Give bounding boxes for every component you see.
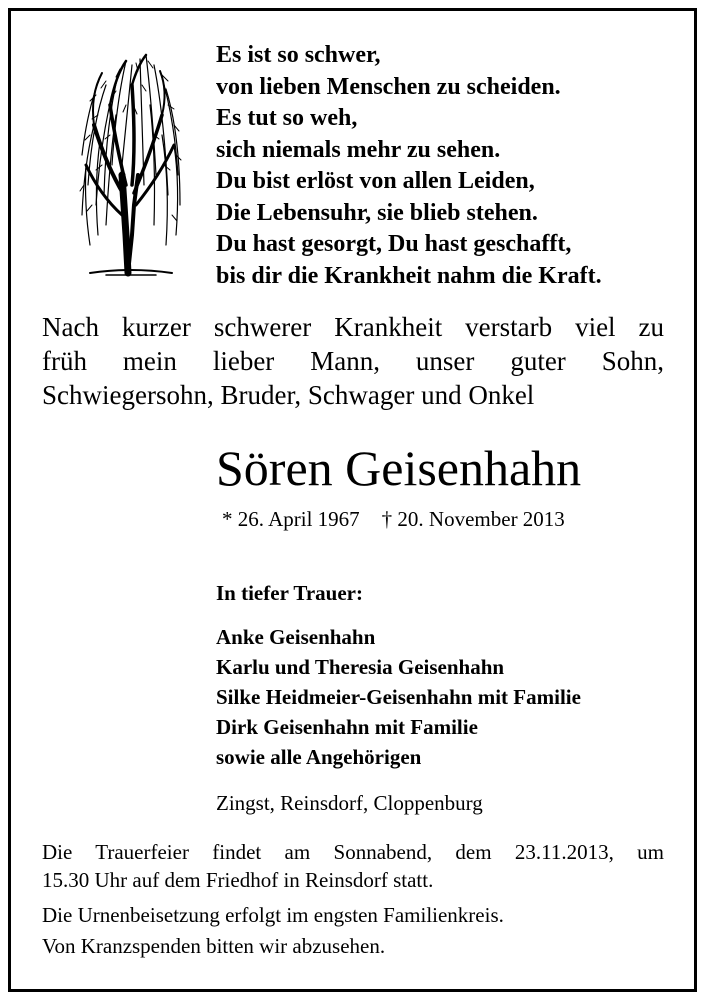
poem-line: sich niemals mehr zu sehen.: [216, 136, 501, 163]
poem-line: von lieben Menschen zu scheiden.: [216, 73, 561, 100]
urn-burial-info: Die Urnenbeisetzung erfolgt im engsten Familienkreis.: [42, 903, 504, 927]
mourner-name: sowie alle Angehörigen: [216, 745, 422, 769]
announcement-line: früh mein lieber Mann, unser guter Sohn,: [42, 346, 664, 376]
poem-line: Du bist erlöst von allen Leiden,: [216, 168, 535, 194]
poem-line: Die Lebensuhr, sie blieb stehen.: [216, 199, 538, 226]
mourner-name: Dirk Geisenhahn mit Familie: [216, 715, 478, 739]
wreath-donation-note: Von Kranzspenden bitten wir abzusehen.: [42, 934, 386, 958]
mourners-location: Zingst, Reinsdorf, Cloppenburg: [216, 791, 483, 815]
poem-line: Du hast gesorgt, Du hast geschafft,: [216, 231, 572, 257]
funeral-ceremony-info: [42, 838, 664, 894]
poem-line: Es tut so weh,: [216, 105, 358, 131]
mourners-list: [216, 622, 581, 772]
poem: [216, 40, 676, 292]
birth-date: * 26. April 1967: [222, 507, 360, 531]
mourner-name: Karlu und Theresia Geisenhahn: [216, 655, 505, 679]
deceased-name: Sören Geisenhahn: [216, 440, 582, 496]
poem-line: bis dir die Krankheit nahm die Kraft.: [216, 262, 602, 289]
announcement-line: Nach kurzer schwerer Krankheit verstarb viel zu: [42, 312, 664, 342]
announcement-line: Schwiegersohn, Bruder, Schwager und Onkel: [42, 380, 535, 410]
mourner-name: Silke Heidmeier-Geisenhahn mit Familie: [216, 685, 581, 709]
mourning-heading: In tiefer Trauer:: [216, 581, 363, 605]
ceremony-line: Die Trauerfeier findet am Sonnabend, dem 23.11.2013, um: [42, 840, 664, 864]
death-date: † 20. November 2013: [381, 507, 565, 531]
weeping-willow-tree-icon: [76, 45, 186, 277]
poem-line: Es ist so schwer,: [216, 42, 381, 68]
life-dates: [222, 506, 565, 532]
mourner-name: Anke Geisenhahn: [216, 625, 376, 649]
death-announcement: [42, 310, 664, 412]
ceremony-line: 15.30 Uhr auf dem Friedhof in Reinsdorf statt.: [42, 868, 434, 892]
